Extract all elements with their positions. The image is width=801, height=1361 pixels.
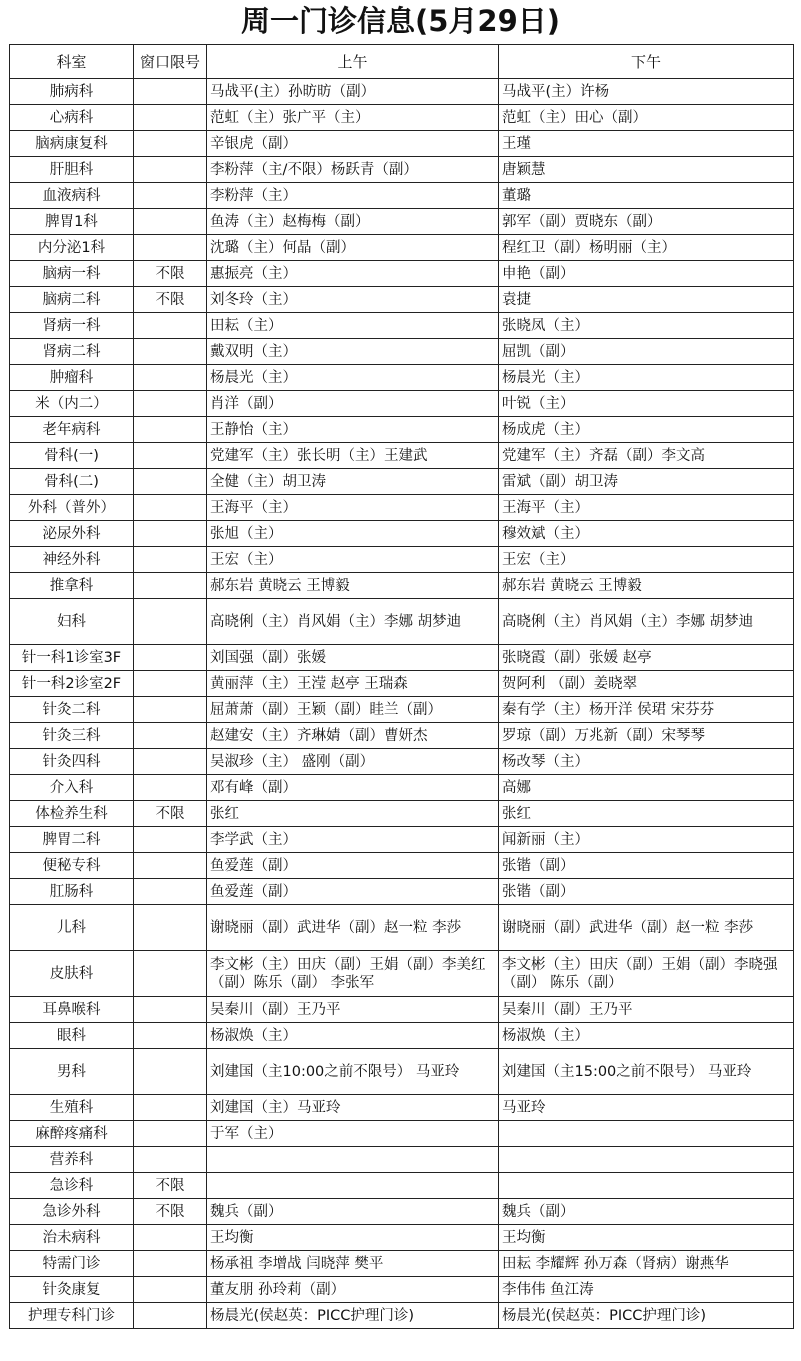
- afternoon-cell: 李伟伟 鱼江涛: [499, 1277, 794, 1303]
- dept-cell: 内分泌1科: [10, 235, 134, 261]
- limit-cell: [134, 547, 207, 573]
- table-row: [10, 1225, 794, 1251]
- limit-cell: [134, 951, 207, 997]
- afternoon-cell: 王均衡: [499, 1225, 794, 1251]
- afternoon-cell: 穆效斌（主）: [499, 521, 794, 547]
- table-row: [10, 1023, 794, 1049]
- limit-cell: [134, 521, 207, 547]
- dept-cell: 特需门诊: [10, 1251, 134, 1277]
- limit-cell: [134, 1095, 207, 1121]
- morning-cell: 王宏（主）: [207, 547, 499, 573]
- dept-cell: 老年病科: [10, 417, 134, 443]
- afternoon-cell: 王宏（主）: [499, 547, 794, 573]
- dept-cell: 血液病科: [10, 183, 134, 209]
- table-row: [10, 131, 794, 157]
- morning-cell: 刘国强（副）张媛: [207, 645, 499, 671]
- afternoon-cell: 高晓俐（主）肖风娟（主）李娜 胡梦迪: [499, 599, 794, 645]
- afternoon-cell: 张晓霞（副）张媛 赵亭: [499, 645, 794, 671]
- header-dept: 科室: [10, 45, 134, 79]
- afternoon-cell: 高娜: [499, 775, 794, 801]
- morning-cell: 王静怡（主）: [207, 417, 499, 443]
- table-row: [10, 1277, 794, 1303]
- morning-cell: 王海平（主）: [207, 495, 499, 521]
- morning-cell: 鱼涛（主）赵梅梅（副）: [207, 209, 499, 235]
- afternoon-cell: 袁捷: [499, 287, 794, 313]
- dept-cell: 泌尿外科: [10, 521, 134, 547]
- morning-cell: 全健（主）胡卫涛: [207, 469, 499, 495]
- afternoon-cell: 王瑾: [499, 131, 794, 157]
- morning-cell: 马战平(主）孙昉昉（副）: [207, 79, 499, 105]
- limit-cell: [134, 495, 207, 521]
- dept-cell: 骨科(二): [10, 469, 134, 495]
- limit-cell: [134, 105, 207, 131]
- afternoon-cell: 叶锐（主）: [499, 391, 794, 417]
- limit-cell: [134, 313, 207, 339]
- afternoon-cell: 贺阿利 （副）姜晓翠: [499, 671, 794, 697]
- morning-cell: 杨承祖 李增战 闫晓萍 樊平: [207, 1251, 499, 1277]
- afternoon-cell: 魏兵（副）: [499, 1199, 794, 1225]
- afternoon-cell: 郝东岩 黄晓云 王博毅: [499, 573, 794, 599]
- table-row: [10, 79, 794, 105]
- table-row: [10, 1251, 794, 1277]
- dept-cell: 肝胆科: [10, 157, 134, 183]
- dept-cell: 男科: [10, 1049, 134, 1095]
- morning-cell: 董友朋 孙玲莉（副）: [207, 1277, 499, 1303]
- table-row: [10, 105, 794, 131]
- dept-cell: 皮肤科: [10, 951, 134, 997]
- afternoon-cell: 谢晓丽（副）武进华（副）赵一粒 李莎: [499, 905, 794, 951]
- limit-cell: [134, 1251, 207, 1277]
- limit-cell: [134, 1121, 207, 1147]
- dept-cell: 脑病一科: [10, 261, 134, 287]
- morning-cell: 党建军（主）张长明（主）王建武: [207, 443, 499, 469]
- dept-cell: 推拿科: [10, 573, 134, 599]
- table-row: [10, 573, 794, 599]
- dept-cell: 骨科(一): [10, 443, 134, 469]
- dept-cell: 体检养生科: [10, 801, 134, 827]
- dept-cell: 麻醉疼痛科: [10, 1121, 134, 1147]
- afternoon-cell: [499, 1147, 794, 1173]
- table-row: [10, 547, 794, 573]
- limit-cell: 不限: [134, 261, 207, 287]
- afternoon-cell: 杨成虎（主）: [499, 417, 794, 443]
- dept-cell: 急诊外科: [10, 1199, 134, 1225]
- table-row: [10, 905, 794, 951]
- limit-cell: [134, 1049, 207, 1095]
- morning-cell: 肖洋（副）: [207, 391, 499, 417]
- table-row: [10, 235, 794, 261]
- morning-cell: 李文彬（主）田庆（副）王娟（副）李美红（副）陈乐（副） 李张军: [207, 951, 499, 997]
- table-row: [10, 997, 794, 1023]
- afternoon-cell: 张红: [499, 801, 794, 827]
- morning-cell: 李学武（主）: [207, 827, 499, 853]
- dept-cell: 肿瘤科: [10, 365, 134, 391]
- afternoon-cell: 张锴（副）: [499, 853, 794, 879]
- table-row: [10, 749, 794, 775]
- afternoon-cell: 杨晨光(侯赵英：PICC护理门诊): [499, 1303, 794, 1329]
- morning-cell: 刘建国（主）马亚玲: [207, 1095, 499, 1121]
- dept-cell: 外科（普外）: [10, 495, 134, 521]
- morning-cell: 高晓俐（主）肖风娟（主）李娜 胡梦迪: [207, 599, 499, 645]
- table-row: [10, 1303, 794, 1329]
- table-row: [10, 469, 794, 495]
- afternoon-cell: 唐颖慧: [499, 157, 794, 183]
- morning-cell: 张旭（主）: [207, 521, 499, 547]
- table-row: [10, 697, 794, 723]
- afternoon-cell: 范虹（主）田心（副）: [499, 105, 794, 131]
- limit-cell: 不限: [134, 1173, 207, 1199]
- table-row: [10, 645, 794, 671]
- limit-cell: [134, 1277, 207, 1303]
- limit-cell: [134, 183, 207, 209]
- afternoon-cell: 屈凯（副）: [499, 339, 794, 365]
- limit-cell: [134, 1023, 207, 1049]
- header-am: 上午: [207, 45, 499, 79]
- page-title: 周一门诊信息(5月29日): [240, 4, 561, 38]
- dept-cell: 肺病科: [10, 79, 134, 105]
- afternoon-cell: 秦有学（主）杨开洋 侯珺 宋芬芬: [499, 697, 794, 723]
- afternoon-cell: 申艳（副）: [499, 261, 794, 287]
- limit-cell: [134, 443, 207, 469]
- morning-cell: 张红: [207, 801, 499, 827]
- morning-cell: 辛银虎（副）: [207, 131, 499, 157]
- morning-cell: 李粉萍（主/不限）杨跃青（副）: [207, 157, 499, 183]
- afternoon-cell: 郭军（副）贾晓东（副）: [499, 209, 794, 235]
- morning-cell: 黄丽萍（主）王滢 赵亭 王瑞森: [207, 671, 499, 697]
- dept-cell: 肛肠科: [10, 879, 134, 905]
- afternoon-cell: 罗琼（副）万兆新（副）宋琴琴: [499, 723, 794, 749]
- afternoon-cell: 马亚玲: [499, 1095, 794, 1121]
- limit-cell: [134, 697, 207, 723]
- limit-cell: [134, 645, 207, 671]
- limit-cell: [134, 391, 207, 417]
- afternoon-cell: [499, 1173, 794, 1199]
- afternoon-cell: 党建军（主）齐磊（副）李文高: [499, 443, 794, 469]
- table-row: [10, 365, 794, 391]
- afternoon-cell: 田耘 李耀辉 孙万森（肾病）谢燕华: [499, 1251, 794, 1277]
- limit-cell: [134, 417, 207, 443]
- afternoon-cell: 杨晨光（主）: [499, 365, 794, 391]
- morning-cell: 杨晨光（主）: [207, 365, 499, 391]
- dept-cell: 肾病二科: [10, 339, 134, 365]
- table-row: [10, 1049, 794, 1095]
- dept-cell: 脑病二科: [10, 287, 134, 313]
- table-row: [10, 443, 794, 469]
- dept-cell: 妇科: [10, 599, 134, 645]
- dept-cell: 脾胃1科: [10, 209, 134, 235]
- limit-cell: [134, 79, 207, 105]
- afternoon-cell: 程红卫（副）杨明丽（主）: [499, 235, 794, 261]
- afternoon-cell: 刘建国（主15:00之前不限号） 马亚玲: [499, 1049, 794, 1095]
- limit-cell: [134, 469, 207, 495]
- morning-cell: 戴双明（主）: [207, 339, 499, 365]
- limit-cell: [134, 365, 207, 391]
- limit-cell: 不限: [134, 1199, 207, 1225]
- morning-cell: 杨晨光(侯赵英：PICC护理门诊): [207, 1303, 499, 1329]
- limit-cell: [134, 235, 207, 261]
- table-row: [10, 671, 794, 697]
- table-row: [10, 723, 794, 749]
- afternoon-cell: 张晓凤（主）: [499, 313, 794, 339]
- header-limit: 窗口限号: [134, 45, 207, 79]
- limit-cell: [134, 775, 207, 801]
- table-row: [10, 521, 794, 547]
- dept-cell: 针灸四科: [10, 749, 134, 775]
- dept-cell: 针一科2诊室2F: [10, 671, 134, 697]
- morning-cell: 吴秦川（副）王乃平: [207, 997, 499, 1023]
- morning-cell: 田耘（主）: [207, 313, 499, 339]
- limit-cell: [134, 905, 207, 951]
- morning-cell: 李粉萍（主）: [207, 183, 499, 209]
- dept-cell: 便秘专科: [10, 853, 134, 879]
- limit-cell: [134, 157, 207, 183]
- morning-cell: 屈萧萧（副）王颖（副）眭兰（副）: [207, 697, 499, 723]
- morning-cell: 邓有峰（副）: [207, 775, 499, 801]
- table-row: [10, 827, 794, 853]
- morning-cell: [207, 1173, 499, 1199]
- dept-cell: 儿科: [10, 905, 134, 951]
- morning-cell: 刘建国（主10:00之前不限号） 马亚玲: [207, 1049, 499, 1095]
- morning-cell: 赵建安（主）齐琳婧（副）曹妍杰: [207, 723, 499, 749]
- afternoon-cell: 王海平（主）: [499, 495, 794, 521]
- table-row: [10, 1173, 794, 1199]
- morning-cell: 鱼爱莲（副）: [207, 853, 499, 879]
- table-row: [10, 1199, 794, 1225]
- afternoon-cell: 闻新丽（主）: [499, 827, 794, 853]
- afternoon-cell: 张锴（副）: [499, 879, 794, 905]
- dept-cell: 生殖科: [10, 1095, 134, 1121]
- table-row: [10, 1095, 794, 1121]
- dept-cell: 治未病科: [10, 1225, 134, 1251]
- table-row: [10, 879, 794, 905]
- limit-cell: [134, 997, 207, 1023]
- schedule-table: [9, 44, 794, 1329]
- morning-cell: 鱼爱莲（副）: [207, 879, 499, 905]
- morning-cell: 于军（主）: [207, 1121, 499, 1147]
- morning-cell: [207, 1147, 499, 1173]
- dept-cell: 耳鼻喉科: [10, 997, 134, 1023]
- table-body: [10, 79, 794, 1329]
- table-row: [10, 1147, 794, 1173]
- morning-cell: 杨淑焕（主）: [207, 1023, 499, 1049]
- limit-cell: [134, 599, 207, 645]
- table-row: [10, 495, 794, 521]
- table-row: [10, 209, 794, 235]
- dept-cell: 针灸二科: [10, 697, 134, 723]
- limit-cell: [134, 879, 207, 905]
- dept-cell: 针灸三科: [10, 723, 134, 749]
- afternoon-cell: 吴秦川（副）王乃平: [499, 997, 794, 1023]
- limit-cell: [134, 671, 207, 697]
- table-row: [10, 801, 794, 827]
- dept-cell: 脑病康复科: [10, 131, 134, 157]
- morning-cell: 王均衡: [207, 1225, 499, 1251]
- limit-cell: [134, 1225, 207, 1251]
- morning-cell: 吴淑珍（主） 盛刚（副）: [207, 749, 499, 775]
- table-row: [10, 853, 794, 879]
- dept-cell: 介入科: [10, 775, 134, 801]
- dept-cell: 米（内二）: [10, 391, 134, 417]
- table-row: [10, 157, 794, 183]
- table-row: [10, 339, 794, 365]
- table-row: [10, 313, 794, 339]
- table-row: [10, 417, 794, 443]
- limit-cell: 不限: [134, 801, 207, 827]
- afternoon-cell: 李文彬（主）田庆（副）王娟（副）李晓强（副） 陈乐（副）: [499, 951, 794, 997]
- limit-cell: [134, 723, 207, 749]
- morning-cell: 刘冬玲（主）: [207, 287, 499, 313]
- limit-cell: [134, 853, 207, 879]
- morning-cell: 魏兵（副）: [207, 1199, 499, 1225]
- dept-cell: 脾胃二科: [10, 827, 134, 853]
- table-row: [10, 1121, 794, 1147]
- dept-cell: 护理专科门诊: [10, 1303, 134, 1329]
- table-row: [10, 183, 794, 209]
- afternoon-cell: 杨改琴（主）: [499, 749, 794, 775]
- morning-cell: 郝东岩 黄晓云 王博毅: [207, 573, 499, 599]
- limit-cell: 不限: [134, 287, 207, 313]
- afternoon-cell: 杨淑焕（主）: [499, 1023, 794, 1049]
- afternoon-cell: 马战平(主）许杨: [499, 79, 794, 105]
- limit-cell: [134, 573, 207, 599]
- dept-cell: 急诊科: [10, 1173, 134, 1199]
- table-row: [10, 775, 794, 801]
- dept-cell: 肾病一科: [10, 313, 134, 339]
- morning-cell: 沈璐（主）何晶（副）: [207, 235, 499, 261]
- header-pm: 下午: [499, 45, 794, 79]
- table-row: [10, 599, 794, 645]
- morning-cell: 谢晓丽（副）武进华（副）赵一粒 李莎: [207, 905, 499, 951]
- afternoon-cell: 董璐: [499, 183, 794, 209]
- morning-cell: 范虹（主）张广平（主）: [207, 105, 499, 131]
- limit-cell: [134, 1303, 207, 1329]
- table-row: [10, 287, 794, 313]
- limit-cell: [134, 827, 207, 853]
- limit-cell: [134, 131, 207, 157]
- dept-cell: 针一科1诊室3F: [10, 645, 134, 671]
- afternoon-cell: 雷斌（副）胡卫涛: [499, 469, 794, 495]
- header-row: [10, 45, 794, 79]
- afternoon-cell: [499, 1121, 794, 1147]
- dept-cell: 心病科: [10, 105, 134, 131]
- dept-cell: 营养科: [10, 1147, 134, 1173]
- morning-cell: 惠振亮（主）: [207, 261, 499, 287]
- limit-cell: [134, 1147, 207, 1173]
- dept-cell: 眼科: [10, 1023, 134, 1049]
- table-row: [10, 391, 794, 417]
- limit-cell: [134, 339, 207, 365]
- dept-cell: 针灸康复: [10, 1277, 134, 1303]
- limit-cell: [134, 209, 207, 235]
- table-row: [10, 261, 794, 287]
- limit-cell: [134, 749, 207, 775]
- table-row: [10, 951, 794, 997]
- dept-cell: 神经外科: [10, 547, 134, 573]
